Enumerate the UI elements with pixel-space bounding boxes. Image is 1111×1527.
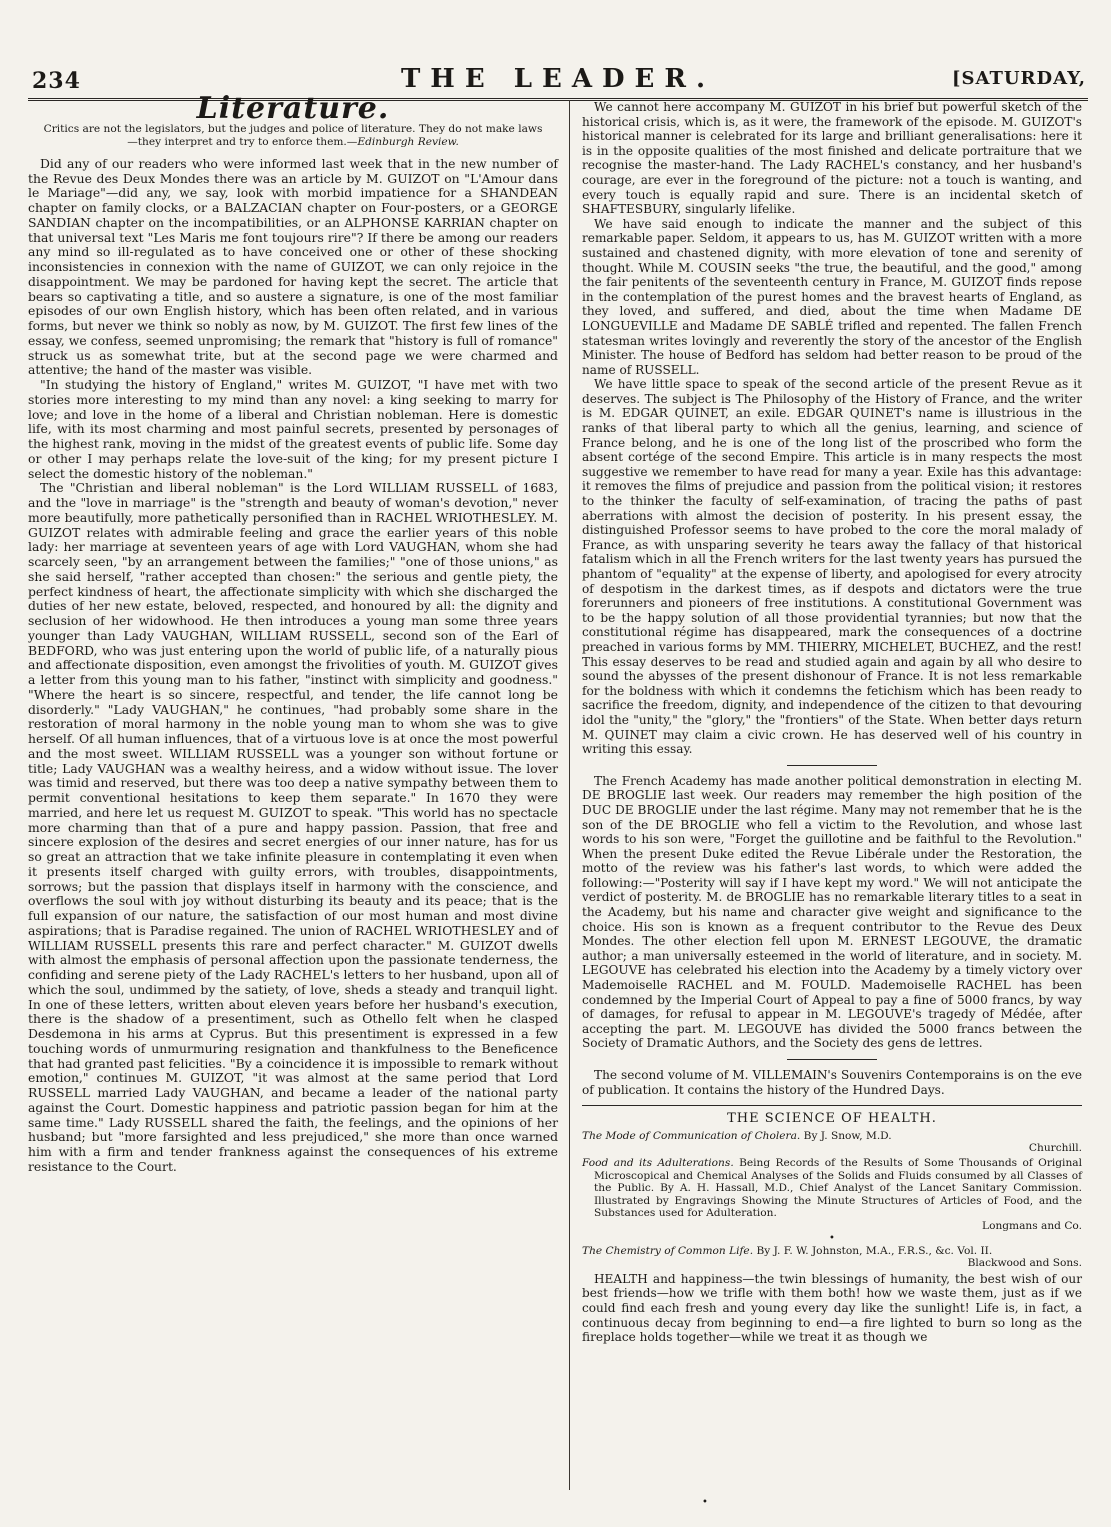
article-paragraph: The "Christian and liberal nobleman" is the Lord WILLIAM RUSSELL of 1683, and the "love in marriage" is the "strength and beauty of woman's devotion," never more beautifully, more pathetically personified than in RACHEL WRIOTHESLEY. M. GUIZOT relates with admirable feeling and grace the earlier years of this noble lady: her marriage at seventeen years of age with Lord VAUGHAN, whom she had scarcely seen, "by an arrangement between the families;" "one of those unions," as she said herself, "rather accepted than chosen:" the serious and gentle piety, the perfect kindness of heart, the affectionate simplicity with which she discharged the duties of her new estate, beloved, respected, and honoured by all: the dignity and seclusion of her widowhood. He then introduces a young man some three years younger than Lady VAUGHAN, WILLIAM RUSSELL, second son of the Earl of BEDFORD, who was just entering upon the world of public life, of a naturally pious and affectionate disposition, even amongst the frivolities of youth. M. GUIZOT gives a letter from this young man to his father, "instinct with simplicity and goodness." "Where the heart is so sincere, respectful, and tender, the life cannot long be disorderly." "Lady VAUGHAN," he continues, "had probably some share in the restoration of moral harmony in the noble young man to whom she was to give herself. Of all human influences, that of a virtuous love is at once the most powerful and the most sweet. WILLIAM RUSSELL was a younger son without fortune or title; Lady VAUGHAN was a wealthy heiress, and a widow without issue. The lover was timid and reserved, but there was too deep a native sympathy between them to permit conventional hesitations to keep them separate." In 1670 they were married, and here let us request M. GUIZOT to speak. "This world has no spectacle more charming than that of a pure and happy passion. Passion, that free and sincere explosion of the desires and secret energies of our inner nature, has for us so great an attraction that we take infinite pleasure in contemplating it even when it presents itself charged with guilty errors, with troubles, disappointments, sorrows; but the passion that displays itself in harmony with the conscience, and overflows the soul with joy without disturbing its beauty and its peace; that is the full expansion of our nature, the satisfaction of our most human and most divine aspirations; that is Paradise regained. The union of RACHEL WRIOTHESLEY and of WILLIAM RUSSELL presents this rare and perfect character." M. GUIZOT dwells with almost the emphasis of personal affection upon the passionate tenderness, the confiding and serene piety of the Lady RACHEL's letters to her husband, upon all of which the soul, undimmed by the satiety, of love, sheds a steady and tranquil light. In one of these letters, written about eleven years before her husband's execution, there is the shadow of a presentiment, such as Othello felt when he clasped Desdemona in his arms at Cyprus. But this presentiment is expressed in a few touching words of unmurmuring resignation and thankfulness to the Beneficence that had granted past felicities. "By a coincidence it is impossible to remark without emotion," continues M. GUIZOT, "it was almost at the same period that Lord RUSSELL married Lady VAUGHAN, and became a leader of the national party against the Court. Domestic happiness and patriotic passion began for him at the same time." Lady RUSSELL shared the faith, the feelings, and the opinions of her husband; but "more farsighted and less prejudiced," she more than once warned him with a firm and tender frankness against the consequences of his extreme resistance to the Court. <box>28 480 558 1174</box>
book-author: By J. F. W. Johnston, M.A., F.R.S., &c. Vol. II. <box>756 1244 993 1257</box>
page-number: 234 <box>32 68 81 94</box>
right-column <box>582 100 1082 1345</box>
academy-paragraph: The French Academy has made another political demonstration in electing M. DE BROGLIE last week. Our readers may remember the high position of the DUC DE BROGLIE under the last régime. Many may not remember that he is the son of the DE BROGLIE who fell a victim to the Revolution, and whose last words to his son were, "Forget the guillotine and be faithful to the Revolution." When the present Duke edited the Revue Libérale under the Restoration, the motto of the review was his father's last words, to which were added the following:—"Posterity will say if I have kept my word." We will not anticipate the verdict of posterity. M. de BROGLIE has no remarkable literary titles to a seat in the Academy, but his name and character give weight and significance to the choice. His son is known as a frequent contributor to the Revue des Deux Mondes. The other election fell upon M. ERNEST LEGOUVE, the dramatic author; a man universally esteemed in the world of literature, and in society. M. LEGOUVE has celebrated his election into the Academy by a timely victory over Mademoiselle RACHEL and M. FOULD. Mademoiselle RACHEL has been condemned by the Imperial Court of Appeal to pay a fine of 5000 francs, by way of damages, for refusal to appear in M. LEGOUVE's tragedy of Médée, after accepting the part. M. LEGOUVE has divided the 5000 francs between the Society of Dramatic Authors, and the Society des gens de lettres. <box>582 773 1082 1051</box>
motto-source: Edinburgh Review. <box>357 135 459 148</box>
health-paragraph: HEALTH and happiness—the twin blessings of humanity, the best wish of our best friends—how we trifle with them both! how we waste them, just as if we could find each fresh and young every day like the sunlight! Life is, in fact, a continuous decay from beginning to end—a fire lighted to burn so long as the fireplace holds together—while we treat it as though we <box>582 1271 1082 1345</box>
book-entry <box>582 1245 1082 1270</box>
bottom-mark: • <box>702 1497 708 1508</box>
book-publisher: Longmans and Co. <box>982 1219 1082 1232</box>
section-rule <box>582 1105 1082 1106</box>
issue-day: [SATURDAY, <box>951 68 1086 89</box>
book-title: The Mode of Communication of Cholera. <box>582 1129 801 1142</box>
book-title: Food and its Adulterations. <box>582 1156 734 1169</box>
column-divider <box>569 100 570 1490</box>
left-column <box>28 91 558 1175</box>
paper-title: THE LEADER. <box>400 64 716 94</box>
section-rule <box>787 765 877 766</box>
article-paragraph: We have little space to speak of the second article of the present Revue as it deserves. The subject is The Philosophy of the History of France, and the writer is M. EDGAR QUINET, an exile. EDGAR QUINET's name is illustrious in the ranks of that liberal party to which all the genius, learning, and science of France belong, and he is one of the long list of the proscribed who form the absent cortége of the second Empire. This article is in many respects the most suggestive we remember to have read for many a year. Exile has this advantage: it removes the films of prejudice and passion from the political vision; it restores to the thinker the faculty of self-examination, of tracing the paths of past aberrations with almost the decision of posterity. In his present essay, the distinguished Professor seems to have probed to the core the moral malady of France, as with unsparing severity he tears away the fallacy of that historical fatalism which in all the French writers for the last twenty years has pursued the phantom of "equality" at the expense of liberty, and apologised for every atrocity of despotism in the darkest times, as if despots and dictators were the true forerunners and pioneers of free institutions. A constitutional Government was to be the happy solution of all those providential tyrannies; but now that the constitutional régime has disappeared, mark the consequences of a doctrine preached in various forms by MM. THIERRY, MICHELET, BUCHEZ, and the rest! This essay deserves to be read and studied again and again by all who desire to sound the abysses of the present dishonour of France. It is not less remarkable for the boldness with which it condemns the fetichism which has been ready to sacrifice the freedom, dignity, and independence of the citizen to that devouring idol the "unity," the "glory," the "frontiers" of the State. When better days return M. QUINET may claim a civic crown. He has deserved well of his country in writing this essay. <box>582 377 1082 757</box>
health-heading: THE SCIENCE OF HEALTH. <box>727 1111 937 1127</box>
book-publisher: Churchill. <box>1028 1142 1082 1155</box>
section-heading: Literature. <box>196 91 390 126</box>
section-rule <box>787 1059 877 1060</box>
article-paragraph: We cannot here accompany M. GUIZOT in his brief but powerful sketch of the historical crisis, which is, as it were, the framework of the episode. M. GUIZOT's historical manner is celebrated for its large and brilliant generalisations: here it is in the opposite qualities of the most finished and delicate portraiture that we recognise the master-hand. The Lady RACHEL's constancy, and her husband's courage, are ever in the foreground of the picture: not a touch is wanting, and every touch is equally rapid and sure. There is an incidental sketch of SHAFTESBURY, singularly lifelike. <box>582 100 1082 217</box>
villemain-note: The second volume of M. VILLEMAIN's Souvenirs Contemporains is on the eve of publication. It contains the history of the Hundred Days. <box>582 1068 1082 1097</box>
book-author: By J. Snow, M.D. <box>803 1129 892 1142</box>
article-paragraph: Did any of our readers who were informed last week that in the new number of the Revue des Deux Mondes there was an article by M. GUIZOT on "L'Amour dans le Mariage"—did any, we say, look with morbid impatience for a SHANDEAN chapter on family clocks, or a BALZACIAN chapter on Four-posters, or a GEORGE SANDIAN chapter on the incompatibilities, or an ALPHONSE KARRIAN chapter on that universal text "Les Maris me font toujours rire"? If there be among our readers any mind so ill-regulated as to have conceived one or other of these shocking inconsistencies in connexion with the name of GUIZOT, we can only rejoice in the disappointment. We may be pardoned for having kept the secret. The article that bears so captivating a title, and so austere a signature, is one of the most familiar episodes of our own English history, which has been often related, and in various forms, but never we think so nobly as now, by M. GUIZOT. The first few lines of the essay, we confess, seemed unpromising; the remark that "history is full of romance" struck us as somewhat trite, but at the second page we were charmed and attentive; the hand of the master was visible. <box>28 155 558 378</box>
book-entry <box>582 1130 1082 1155</box>
motto-text: Critics are not the legislators, but the judges and police of literature. They do not make laws—they interpret and try to enforce them.— <box>43 122 543 148</box>
book-author: Being Records of the Results of Some Thousands of Original Microscopical and Chemical Analyses of the Solids and Fluids consumed by all Classes of the Public. By A. H. Hassall, M.D., Chief Analyst of the Lancet Sanitary Commission. Illustrated by Engravings Showing the Minute Structures of Articles of Food, and the Substances used for Adulteration. <box>594 1156 1082 1220</box>
bullet-separator: • <box>829 1232 835 1244</box>
book-title: The Chemistry of Common Life. <box>582 1244 754 1257</box>
book-entry <box>582 1157 1082 1233</box>
masthead <box>28 60 1088 101</box>
section-motto <box>42 123 544 149</box>
article-paragraph: "In studying the history of England," writes M. GUIZOT, "I have met with two stories more interesting to my mind than any novel: a king seeking to marry for love; and love in the home of a liberal and Christian nobleman. Here is domestic life, with its most charming and most painful secrets, presented by personages of the highest rank, moving in the midst of the greatest events of public life. Some day or other I may perhaps relate the love-suit of the king; for my present picture I select the domestic history of the nobleman." <box>28 377 558 481</box>
book-publisher: Blackwood and Sons. <box>967 1257 1082 1270</box>
article-paragraph: We have said enough to indicate the manner and the subject of this remarkable paper. Seldom, it appears to us, has M. GUIZOT written with a more sustained and chastened dignity, with more elevation of tone and serenity of thought. While M. COUSIN seeks "the true, the beautiful, and the good," among the fair penitents of the seventeenth century in France, M. GUIZOT finds repose in the contemplation of the purest homes and the bravest hearts of England, as they loved, and suffered, and died, about the time when Madame DE LONGUEVILLE and Madame DE SABLÉ trifled and repented. The fallen French statesman writes lovingly and reverently the story of the ancestor of the English Minister. The house of Bedford has seldom had better reason to be proud of the name of RUSSELL. <box>582 216 1082 377</box>
